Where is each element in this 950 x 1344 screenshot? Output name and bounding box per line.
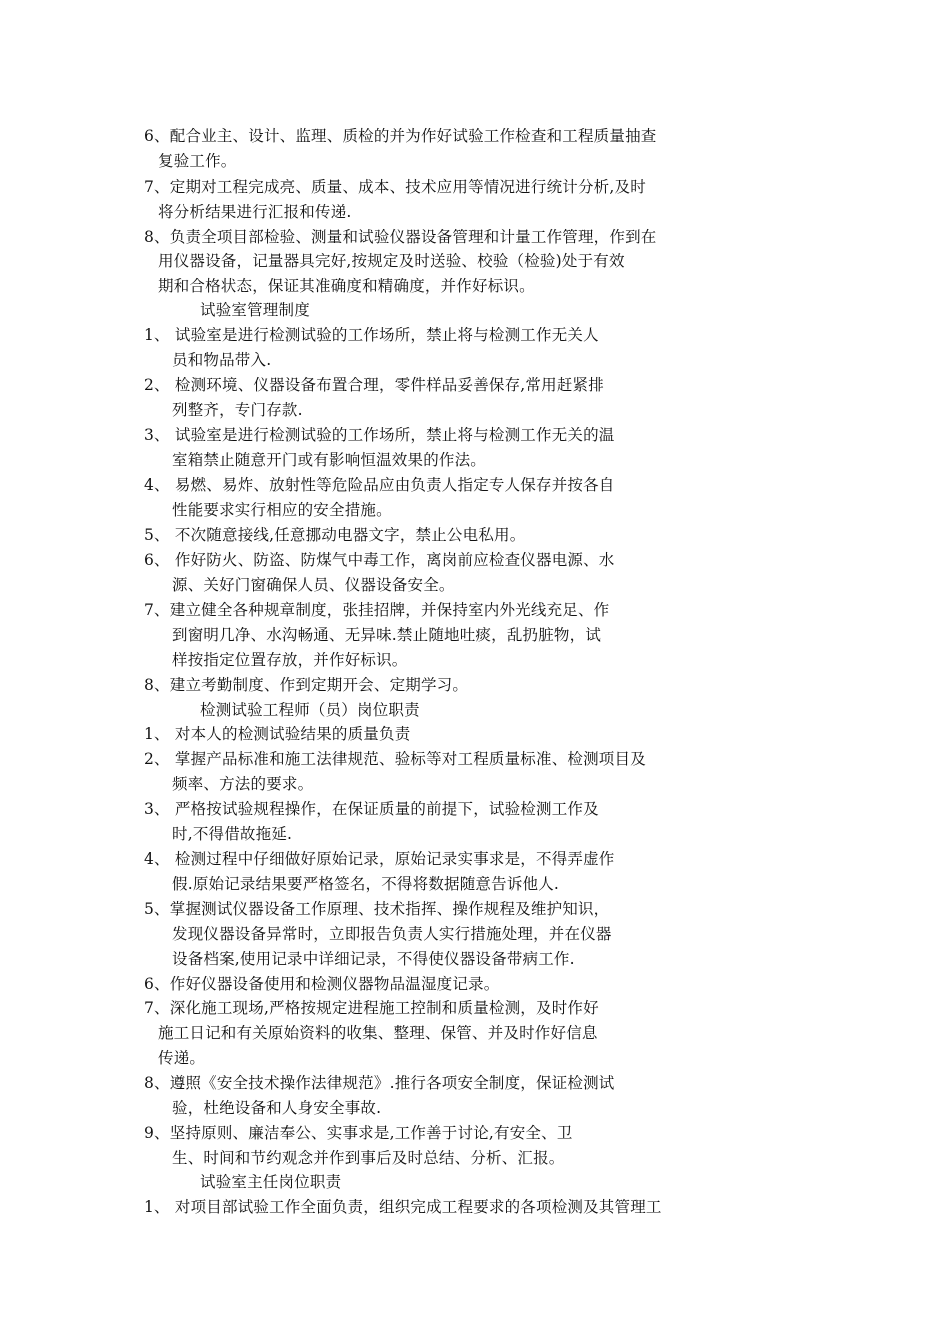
text-line: 9、坚持原则、廉洁奉公、实事求是,工作善于讨论,有安全、卫	[144, 1124, 573, 1142]
text-line: 7、定期对工程完成亮、质量、成本、技术应用等情况进行统计分析,及时	[144, 178, 646, 196]
text-line: 4、 易燃、易炸、放射性等危险品应由负责人指定专人保存并按各自	[144, 476, 615, 494]
text-line: 2、 掌握产品标准和施工法律规范、验标等对工程质量标准、检测项目及	[144, 750, 646, 768]
text-line: 发现仪器设备异常时，立即报告负责人实行措施处理，并在仪器	[172, 925, 612, 943]
text-line: 施工日记和有关原始资料的收集、整理、保管、并及时作好信息	[158, 1024, 598, 1042]
text-line: 5、掌握测试仪器设备工作原理、技术指挥、操作规程及维护知识，	[144, 900, 610, 918]
text-line: 8、遵照《安全技术操作法律规范》.推行各项安全制度，保证检测试	[144, 1074, 615, 1092]
text-line: 3、 试验室是进行检测试验的工作场所，禁止将与检测工作无关的温	[144, 426, 615, 444]
text-line: 列整齐，专门存款.	[172, 401, 303, 419]
text-line: 时,不得借故拖延.	[172, 825, 293, 843]
text-line: 4、 检测过程中仔细做好原始记录，原始记录实事求是，不得弄虚作	[144, 850, 615, 868]
text-line: 频率、方法的要求。	[172, 775, 314, 793]
text-line: 员和物品带入.	[172, 351, 272, 369]
text-line: 8、建立考勤制度、作到定期开会、定期学习。	[144, 676, 469, 694]
text-line: 8、负责全项目部检验、测量和试验仪器设备管理和计量工作管理，作到在	[144, 228, 657, 246]
text-line: 假.原始记录结果要严格签名，不得将数据随意告诉他人.	[172, 875, 560, 893]
text-line: 7、建立健全各种规章制度，张挂招牌，并保持室内外光线充足、作	[144, 601, 610, 619]
text-line: 2、 检测环境、仪器设备布置合理，零件样品妥善保存,常用赶紧排	[144, 376, 604, 394]
text-line: 用仪器设备，记量器具完好,按规定及时送验、校验（检验)处于有效	[158, 252, 625, 270]
text-line: 期和合格状态，保证其准确度和精确度，并作好标识。	[158, 277, 535, 295]
text-line: 室箱禁止随意开门或有影响恒温效果的作法。	[172, 451, 487, 469]
text-line: 样按指定位置存放，并作好标识。	[172, 651, 408, 669]
text-line: 6、 作好防火、防盗、防煤气中毒工作，离岗前应检查仪器电源、水	[144, 551, 615, 569]
text-line: 设备档案,使用记录中详细记录，不得使仪器设备带病工作.	[172, 950, 575, 968]
text-line: 将分析结果进行汇报和传递.	[158, 203, 352, 221]
section-heading: 检测试验工程师（员）岗位职责	[200, 701, 420, 719]
text-line: 源、关好门窗确保人员、仪器设备安全。	[172, 576, 455, 594]
text-line: 传递。	[158, 1049, 206, 1067]
text-line: 1、 试验室是进行检测试验的工作场所，禁止将与检测工作无关人	[144, 326, 599, 344]
text-line: 到窗明几净、水沟畅通、无异味.禁止随地吐痰，乱扔脏物，试	[172, 626, 602, 644]
text-line: 性能要求实行相应的安全措施。	[172, 501, 392, 519]
text-line: 7、深化施工现场,严格按规定进程施工控制和质量检测，及时作好	[144, 999, 599, 1017]
text-line: 验，杜绝设备和人身安全事故.	[172, 1099, 382, 1117]
text-line: 1、 对本人的检测试验结果的质量负责	[144, 725, 411, 743]
text-line: 5、 不次随意接线,任意挪动电器文字，禁止公电私用。	[144, 526, 526, 544]
section-heading: 试验室管理制度	[200, 301, 310, 319]
text-line: 3、 严格按试验规程操作，在保证质量的前提下，试验检测工作及	[144, 800, 599, 818]
text-line: 生、时间和节约观念并作到事后及时总结、分析、汇报。	[172, 1149, 565, 1167]
text-line: 6、配合业主、设计、监理、质检的并为作好试验工作检查和工程质量抽查	[144, 127, 657, 145]
text-line: 6、作好仪器设备使用和检测仪器物品温湿度记录。	[144, 975, 500, 993]
text-line: 1、 对项目部试验工作全面负责，组织完成工程要求的各项检测及其管理工	[144, 1198, 662, 1216]
text-line: 复验工作。	[158, 152, 237, 170]
section-heading: 试验室主任岗位职责	[200, 1173, 342, 1191]
